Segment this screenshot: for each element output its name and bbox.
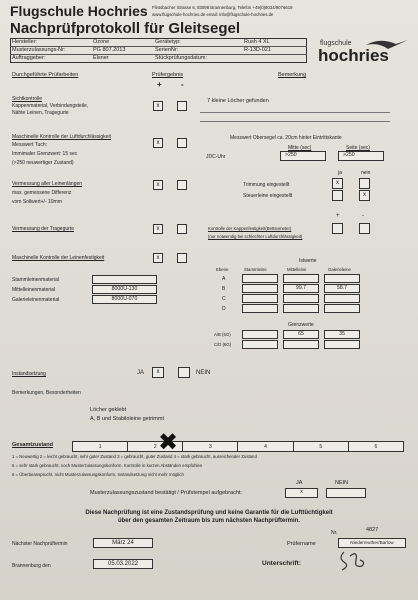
gesamt-scale [72,441,404,452]
c-stamm-cell[interactable] [242,294,278,303]
steuer-nein-checkbox[interactable]: x [359,190,370,201]
reiss-title: Maschinelle Kontrolle der Leinenfestigkeit [12,255,105,261]
serien-label: SerienNr: [155,47,179,53]
naechster-value[interactable]: März 24 [93,538,153,548]
instand-label: Instandsetzung [12,371,46,377]
page-title: Nachprüfprotokoll für Gleitsegel [10,20,241,37]
bem-line1: Löcher geklebt [90,407,127,413]
logo-big-text: hochries [318,46,389,65]
pruefname-value[interactable]: Niederreuther/Barlow [338,538,406,548]
auftrag-value: Elsner [93,55,109,61]
gal-col-label: Galerieleine [328,267,351,272]
mittel-mat-value[interactable]: 8000U-130 [92,285,157,294]
contact: www.flugschule-hochries.de email: info@flugschule-hochries.de [152,12,274,17]
luft-min: Immimaler Grenzwert: 15 sec [12,151,78,157]
luft-jdc: JDC-Uhr [206,154,226,160]
instand-nein-label: NEIN [196,370,211,376]
sicht-title: Sichtkontrolle [12,96,43,102]
school-logo [318,36,410,66]
mittel-mat-label: Mittelleinenmaterial [12,287,56,293]
luft-title: Maschinelle Kontrolle der Luftdurchlässigkeit [12,134,111,140]
auftrag-label: Auftraggeber: [12,55,46,61]
luft-seite-value[interactable]: >250 [338,151,384,161]
gesamt-legend1: 1 = Neuwertig 2 = leicht gebraucht, sehr guter Zustand 3 = gebraucht, guter Zustand 4 = stark gebraucht, ausreichender Zustand [12,454,257,459]
steuer-ja-checkbox[interactable] [332,190,343,201]
hersteller-label: Hersteller: [12,39,38,45]
kappen-label: Kontrolle der Kappenfestigkeit(Bettsometer) [208,226,292,231]
bem-label: Bemerkungen, Besonderheiten [12,390,81,396]
d-gal-cell[interactable] [324,304,360,313]
col-plus: + [157,80,162,89]
a-mittel-cell[interactable] [283,274,319,283]
a-gal-cell[interactable] [324,274,360,283]
luft-mitte-label: Mitte (sec) [288,145,312,151]
sicht-line1: Kappenmaterial, Verbindungsteile, [12,103,89,109]
logo-small-text: flugschule [320,40,352,47]
cd-mittel-cell[interactable] [283,340,319,349]
leinen-ja: ja [338,170,342,176]
sicht-remark: 7 kleine Löcher gefunden [207,98,269,104]
b-gal-cell[interactable]: 58.7 [324,284,360,293]
luft-minus-checkbox[interactable] [177,138,187,148]
pruefname-label: Prüfername [287,541,316,547]
col-arbeiten: Durchgeführte Prüfarbeiten [12,72,79,78]
gal-mat-label: Galerieleinenmaterial [12,297,60,303]
hersteller-value: Ozone [93,39,110,45]
d-mittel-cell[interactable] [283,304,319,313]
cd-stamm-cell[interactable] [242,340,278,349]
steuer-label: Steuerleine eingestellt [243,193,293,199]
muster-nein-box[interactable] [326,488,366,498]
stamm-mat-label: Stammleinenmaterial [12,277,59,283]
leinen-minus-checkbox[interactable] [177,180,187,190]
instand-ja-checkbox[interactable]: x [152,367,164,378]
row-d-label: D [222,306,226,312]
trimm-ja-checkbox[interactable]: x [332,178,343,189]
luft-mess-label: Messwert Obersegel ca. 20cm hinter Eintrittskante [230,135,342,141]
leinen-title: Vermessung aller Leinenlängen [12,181,83,187]
grenz-label: Grenzwerte [288,322,314,328]
notice-line1: Diese Nachprüfung ist eine Zustandsprüfung und keine Garantie für die Lufttüchtigkeit [85,510,333,516]
signature-icon [336,548,370,572]
kappen-minus-checkbox[interactable] [359,223,370,234]
muster-ja-label: JA [296,480,303,486]
scale-5[interactable]: 5 [293,442,348,452]
row-c-label: C [222,296,226,302]
scale-3[interactable]: 3 [183,442,238,452]
row-b-label: B [222,286,226,292]
row-a-label: A [222,276,226,282]
scale-4[interactable]: 4 [238,442,293,452]
luft-plus-checkbox[interactable]: x [153,138,163,148]
b-stamm-cell[interactable] [242,284,278,293]
muster-label: Musterzulassungs-Nr: [12,47,66,53]
luft-mitte-value[interactable]: >250 [280,151,326,161]
scale-2[interactable]: 2 [128,442,183,452]
luft-seite-label: Seite (sec) [346,145,370,151]
instand-nein-checkbox[interactable] [178,367,190,378]
cd-gal-cell[interactable] [324,340,360,349]
col-ergebnis: Prüfergebnis [152,72,184,78]
d-stamm-cell[interactable] [242,304,278,313]
stueck-label: Stückprüfungsdatum: [155,55,207,61]
a-stamm-cell[interactable] [242,274,278,283]
org-name: Flugschule Hochries [10,3,148,19]
trage-title: Vermessung der Tragegurte [12,226,74,232]
sicht-plus-checkbox[interactable]: x [153,101,163,111]
leinen-line1: max. gemessene Differenz [12,190,72,196]
col-minus: - [181,80,184,89]
gesamt-label: Gesamtzustand [12,442,53,448]
trimm-label: Trimmung eingestellt [243,182,290,188]
leinen-plus-checkbox[interactable]: x [153,180,163,190]
kappen-plus-checkbox[interactable] [332,223,343,234]
notice-line2: über den gesamten Zeitraum bis zum nächsten Nachprüftermin. [117,518,301,524]
muster-nein-label: NEIN [335,480,349,486]
scale-1[interactable]: 1 [73,442,128,452]
luft-ref: (>250 neuwertiger Zustand) [12,160,74,166]
geraet-value: Rush 4 XL [244,39,270,45]
unterschrift-label: Unterschrift: [262,560,302,567]
kappen-note: (nur notwendig bei schlechter Luftdurchlässigkeit) [208,234,303,239]
nr-label: Nr. [331,530,338,536]
naechster-label: Nächster Nachprüftermin [12,541,68,547]
leinen-line2: vom Sollwert+/- 10mm [12,199,62,205]
address: Flintsbacher Strasse 6, 83098 Brannenburg, Telefon +49(0)8034/9076619 [152,5,293,10]
kappen-minus: - [362,213,364,219]
serien-value: R-13D-021 [244,47,271,53]
kappen-plus: + [336,213,340,219]
scale-6[interactable]: 6 [348,442,403,452]
trage-minus-checkbox[interactable] [177,224,187,234]
ort-label: Brannenburg den [12,563,51,569]
ab-gal-cell[interactable]: 35 [324,330,360,339]
bem-line2: A, B und Stabiloleine getrimmt [90,416,164,422]
gesamt-legend3: 6 = Überbeansprucht, nicht Musterzulassungskonform, Instandsetzung nicht mehr möglich [12,472,184,477]
ab-label: A/B (6G) [214,332,231,337]
istwerte-label: Istwerte [299,258,317,264]
instand-ja-label: JA [137,370,145,376]
ort-value[interactable]: 05.03.2022 [93,559,153,569]
mittel-col-label: Mittelleine [287,267,307,272]
c-mittel-cell[interactable] [283,294,319,303]
trimm-nein-checkbox[interactable] [359,178,370,189]
muster-value: PG 807.2013 [93,47,126,53]
gal-mat-value[interactable]: 8000U-070 [92,295,157,304]
ab-mittel-cell[interactable]: 65 [283,330,319,339]
col-bemerkung: Bemerkung [278,72,307,78]
muster-ja-box[interactable]: x [285,488,318,498]
trage-plus-checkbox[interactable]: x [153,224,163,234]
geraet-label: Gerätetyp: [155,39,181,45]
leinen-nein: nein [361,170,371,176]
sicht-minus-checkbox[interactable] [177,101,187,111]
luft-wert: Messwert Tuch: [12,142,48,148]
nr-value: 4827 [366,527,379,533]
reiss-plus-checkbox[interactable]: x [153,253,163,263]
ebene-label: Ebene [216,267,229,272]
sicht-line2: Nähte Leinen, Tragegurte [12,110,69,116]
b-mittel-cell[interactable]: 99.7 [283,284,319,293]
ab-stamm-cell[interactable] [242,330,278,339]
reiss-minus-checkbox[interactable] [177,253,187,263]
muster-confirm-label: Musterzulassungszustand bestätigt / Prüfstempel aufgebracht: [90,490,242,496]
cd-label: C/D (6G) [214,342,232,347]
stamm-col-label: Stammleine [244,267,267,272]
stamm-mat-value[interactable] [92,275,157,284]
gesamt-mark: ✖ [158,429,179,456]
c-gal-cell[interactable] [324,294,360,303]
gesamt-legend2: 5 = sehr stark gebraucht, noch Musterzulassungskonform. Kontrolle in kurzen Abständen empfohlen [12,463,203,468]
